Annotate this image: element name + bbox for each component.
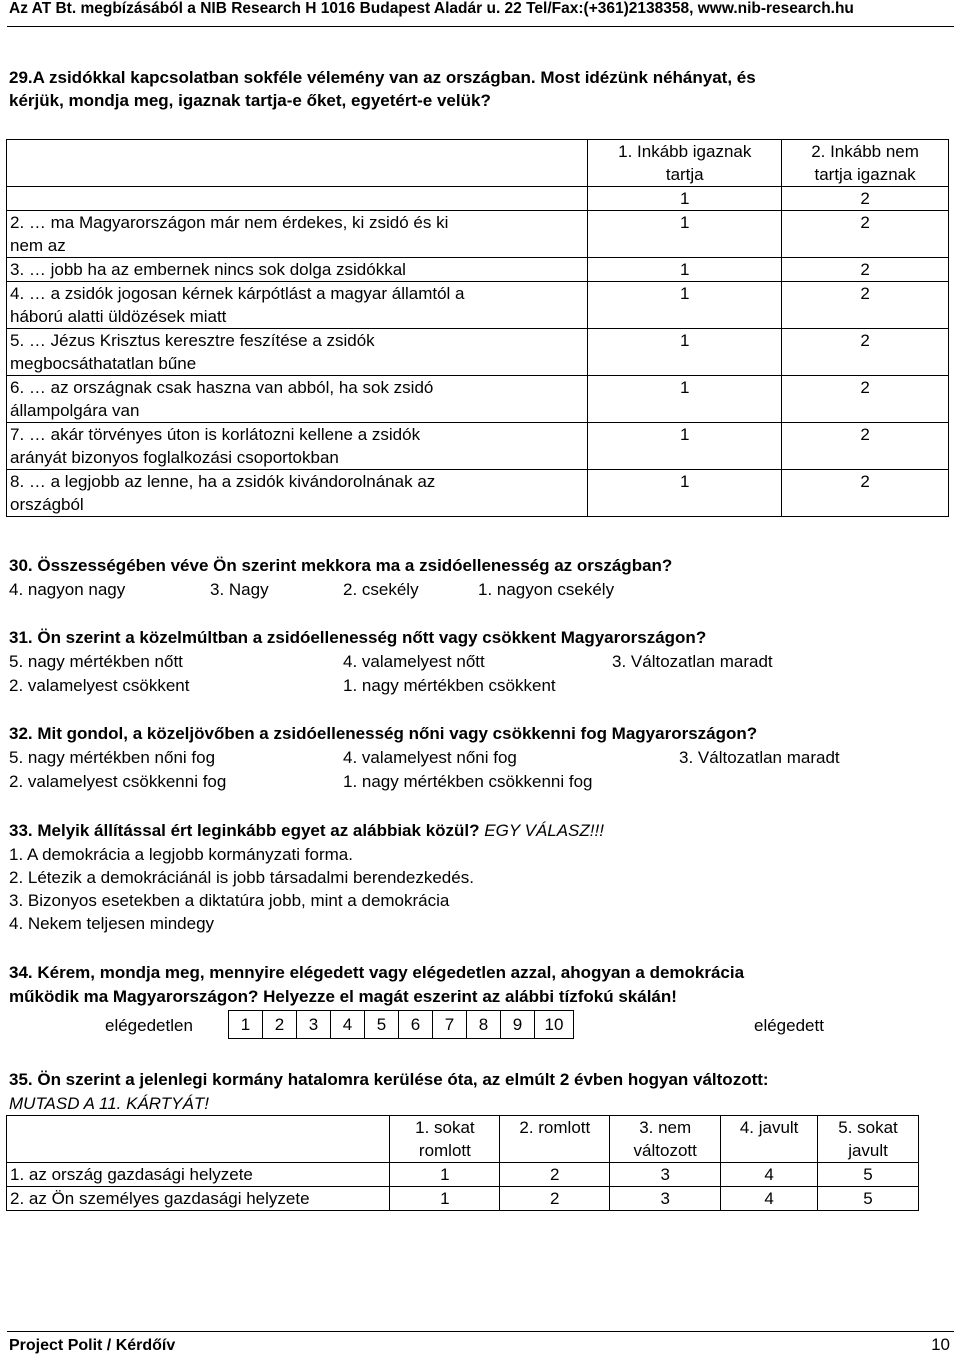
table-row — [7, 258, 949, 282]
table-row — [7, 470, 949, 517]
q33-instruction: EGY VÁLASZ!!! — [484, 821, 604, 840]
q32-option[interactable]: 4. valamelyest nőni fog — [343, 748, 517, 767]
table-row — [7, 282, 949, 329]
q29-statement: 5. … Jézus Krisztus keresztre feszítése a zsidók megbocsáthatatlan bűne — [7, 329, 588, 376]
answer-code[interactable]: 3 — [610, 1163, 721, 1187]
q33-option[interactable]: 1. A demokrácia a legjobb kormányzati forma. — [9, 845, 353, 864]
table-row — [7, 140, 949, 187]
answer-code[interactable]: 5 — [818, 1187, 919, 1211]
q29-title-line1: 29.A zsidókkal kapcsolatban sokféle vélemény van az országban. Most idézünk néhányat, és — [9, 68, 756, 87]
scale-point[interactable]: 3 — [297, 1011, 331, 1039]
q29-table — [6, 139, 949, 517]
scale-point[interactable]: 4 — [331, 1011, 365, 1039]
q29-statement: 8. … a legjobb az lenne, ha a zsidók kivándorolnának az országból — [7, 470, 588, 517]
answer-code[interactable]: 2 — [500, 1163, 610, 1187]
q35-col-header: 4. javult — [721, 1116, 818, 1163]
q29-code-1[interactable]: 1 — [588, 187, 782, 211]
q35-col-header: 1. sokat romlott — [390, 1116, 500, 1163]
q29-statement: 7. … akár törvényes úton is korlátozni kellene a zsidók arányát bizonyos foglalkozási csoportokban — [7, 423, 588, 470]
answer-code[interactable]: 2 — [782, 211, 949, 258]
scale-point[interactable]: 9 — [501, 1011, 535, 1039]
answer-code[interactable]: 2 — [782, 376, 949, 423]
q33-option[interactable]: 2. Létezik a demokráciánál is jobb társadalmi berendezkedés. — [9, 868, 474, 887]
q35-table — [6, 1115, 919, 1211]
q29-col2-header: 2. Inkább nem tartja igaznak — [782, 140, 949, 187]
q29-statement: 4. … a zsidók jogosan kérnek kárpótlást a magyar államtól a háború alatti üldözések miatt — [7, 282, 588, 329]
q34-title-line1: 34. Kérem, mondja meg, mennyire elégedett vagy elégedetlen azzal, ahogyan a demokrácia — [9, 963, 745, 982]
q32-option[interactable]: 1. nagy mértékben csökkenni fog — [343, 772, 593, 791]
q30-title: 30. Összességében véve Ön szerint mekkora ma a zsidóellenesség az országban? — [9, 556, 673, 575]
answer-code[interactable]: 1 — [390, 1187, 500, 1211]
answer-code[interactable]: 2 — [782, 282, 949, 329]
scale-point[interactable]: 8 — [467, 1011, 501, 1039]
q35-title: 35. Ön szerint a jelenlegi kormány hatalomra kerülése óta, az elmúlt 2 évben hogyan változott: — [9, 1070, 769, 1089]
scale-left-label: elégedetlen — [105, 1016, 193, 1035]
table-row — [7, 329, 949, 376]
q29-statement: 2. … ma Magyarországon már nem érdekes, ki zsidó és ki nem az — [7, 211, 588, 258]
table-row — [7, 1163, 919, 1187]
scale-point[interactable]: 6 — [399, 1011, 433, 1039]
q30-option[interactable]: 2. csekély — [343, 580, 419, 599]
q33-option[interactable]: 3. Bizonyos esetekben a diktatúra jobb, mint a demokrácia — [9, 891, 450, 910]
q35-row-label: 1. az ország gazdasági helyzete — [7, 1163, 390, 1187]
q32-option[interactable]: 2. valamelyest csökkenni fog — [9, 772, 227, 791]
answer-code[interactable]: 2 — [782, 258, 949, 282]
page-header: Az AT Bt. megbízásából a NIB Research H 1016 Budapest Aladár u. 22 Tel/Fax:(+361)2138358, www.nib-research.hu — [9, 0, 854, 17]
table-row — [7, 211, 949, 258]
header-rule — [7, 26, 954, 27]
q31-title: 31. Ön szerint a közelmúltban a zsidóellenesség nőtt vagy csökkent Magyarországon? — [9, 628, 707, 647]
q29-statement-header — [7, 140, 588, 187]
q31-option[interactable]: 2. valamelyest csökkent — [9, 676, 190, 695]
q35-instruction: MUTASD A 11. KÁRTYÁT! — [9, 1094, 209, 1113]
answer-code[interactable]: 1 — [588, 282, 782, 329]
q31-option[interactable]: 5. nagy mértékben nőtt — [9, 652, 183, 671]
q35-col-header: 3. nem változott — [610, 1116, 721, 1163]
answer-code[interactable]: 2 — [782, 329, 949, 376]
answer-code[interactable]: 2 — [500, 1187, 610, 1211]
answer-code[interactable]: 4 — [721, 1187, 818, 1211]
table-row — [7, 187, 949, 211]
table-row — [7, 1187, 919, 1211]
scale-point[interactable]: 10 — [535, 1011, 574, 1039]
q29-title-line2: kérjük, mondja meg, igaznak tartja-e őket, egyetért-e velük? — [9, 91, 491, 110]
q32-option[interactable]: 5. nagy mértékben nőni fog — [9, 748, 216, 767]
table-row — [7, 376, 949, 423]
q35-col-header: 2. romlott — [500, 1116, 610, 1163]
q32-option[interactable]: 3. Változatlan maradt — [679, 748, 840, 767]
answer-code[interactable]: 2 — [782, 423, 949, 470]
q30-option[interactable]: 4. nagyon nagy — [9, 580, 126, 599]
table-row — [7, 423, 949, 470]
q31-option[interactable]: 4. valamelyest nőtt — [343, 652, 485, 671]
answer-code[interactable]: 5 — [818, 1163, 919, 1187]
answer-code[interactable]: 3 — [610, 1187, 721, 1211]
scale-point[interactable]: 2 — [263, 1011, 297, 1039]
q35-row-label: 2. az Ön személyes gazdasági helyzete — [7, 1187, 390, 1211]
footer-rule — [7, 1331, 954, 1332]
q33-option[interactable]: 4. Nekem teljesen mindegy — [9, 914, 215, 933]
answer-code[interactable]: 2 — [782, 470, 949, 517]
answer-code[interactable]: 1 — [588, 376, 782, 423]
scale-right-label: elégedett — [754, 1016, 824, 1035]
q29-statement: 3. … jobb ha az embernek nincs sok dolga zsidókkal — [7, 258, 588, 282]
q30-option[interactable]: 1. nagyon csekély — [478, 580, 615, 599]
page-number: 10 — [931, 1335, 950, 1354]
answer-code[interactable]: 1 — [588, 329, 782, 376]
scale-point[interactable]: 5 — [365, 1011, 399, 1039]
answer-code[interactable]: 1 — [588, 258, 782, 282]
q33-title: 33. Melyik állítással ért leginkább egyet az alábbiak közül? EGY VÁLASZ!!! — [9, 821, 604, 840]
answer-code[interactable]: 4 — [721, 1163, 818, 1187]
answer-code[interactable]: 1 — [588, 423, 782, 470]
q29-code-2[interactable]: 2 — [782, 187, 949, 211]
answer-code[interactable]: 1 — [588, 470, 782, 517]
q29-col1-header: 1. Inkább igaznak tartja — [588, 140, 782, 187]
q31-option[interactable]: 3. Változatlan maradt — [612, 652, 773, 671]
q29-statement: 6. … az országnak csak haszna van abból, ha sok zsidó állampolgára van — [7, 376, 588, 423]
scale-point[interactable]: 7 — [433, 1011, 467, 1039]
q30-option[interactable]: 3. Nagy — [210, 580, 269, 599]
footer-text: Project Polit / Kérdőív — [9, 1337, 176, 1354]
q32-title: 32. Mit gondol, a közeljövőben a zsidóellenesség nőni vagy csökkenni fog Magyarországon? — [9, 724, 758, 743]
table-row — [7, 1116, 919, 1163]
scale-point[interactable]: 1 — [229, 1011, 263, 1039]
satisfaction-scale — [228, 1010, 574, 1039]
answer-code[interactable]: 1 — [390, 1163, 500, 1187]
answer-code[interactable]: 1 — [588, 211, 782, 258]
q34-title-line2: működik ma Magyarországon? Helyezze el magát eszerint az alábbi tízfokú skálán! — [9, 987, 677, 1006]
q35-col-header: 5. sokat javult — [818, 1116, 919, 1163]
q31-option[interactable]: 1. nagy mértékben csökkent — [343, 676, 556, 695]
